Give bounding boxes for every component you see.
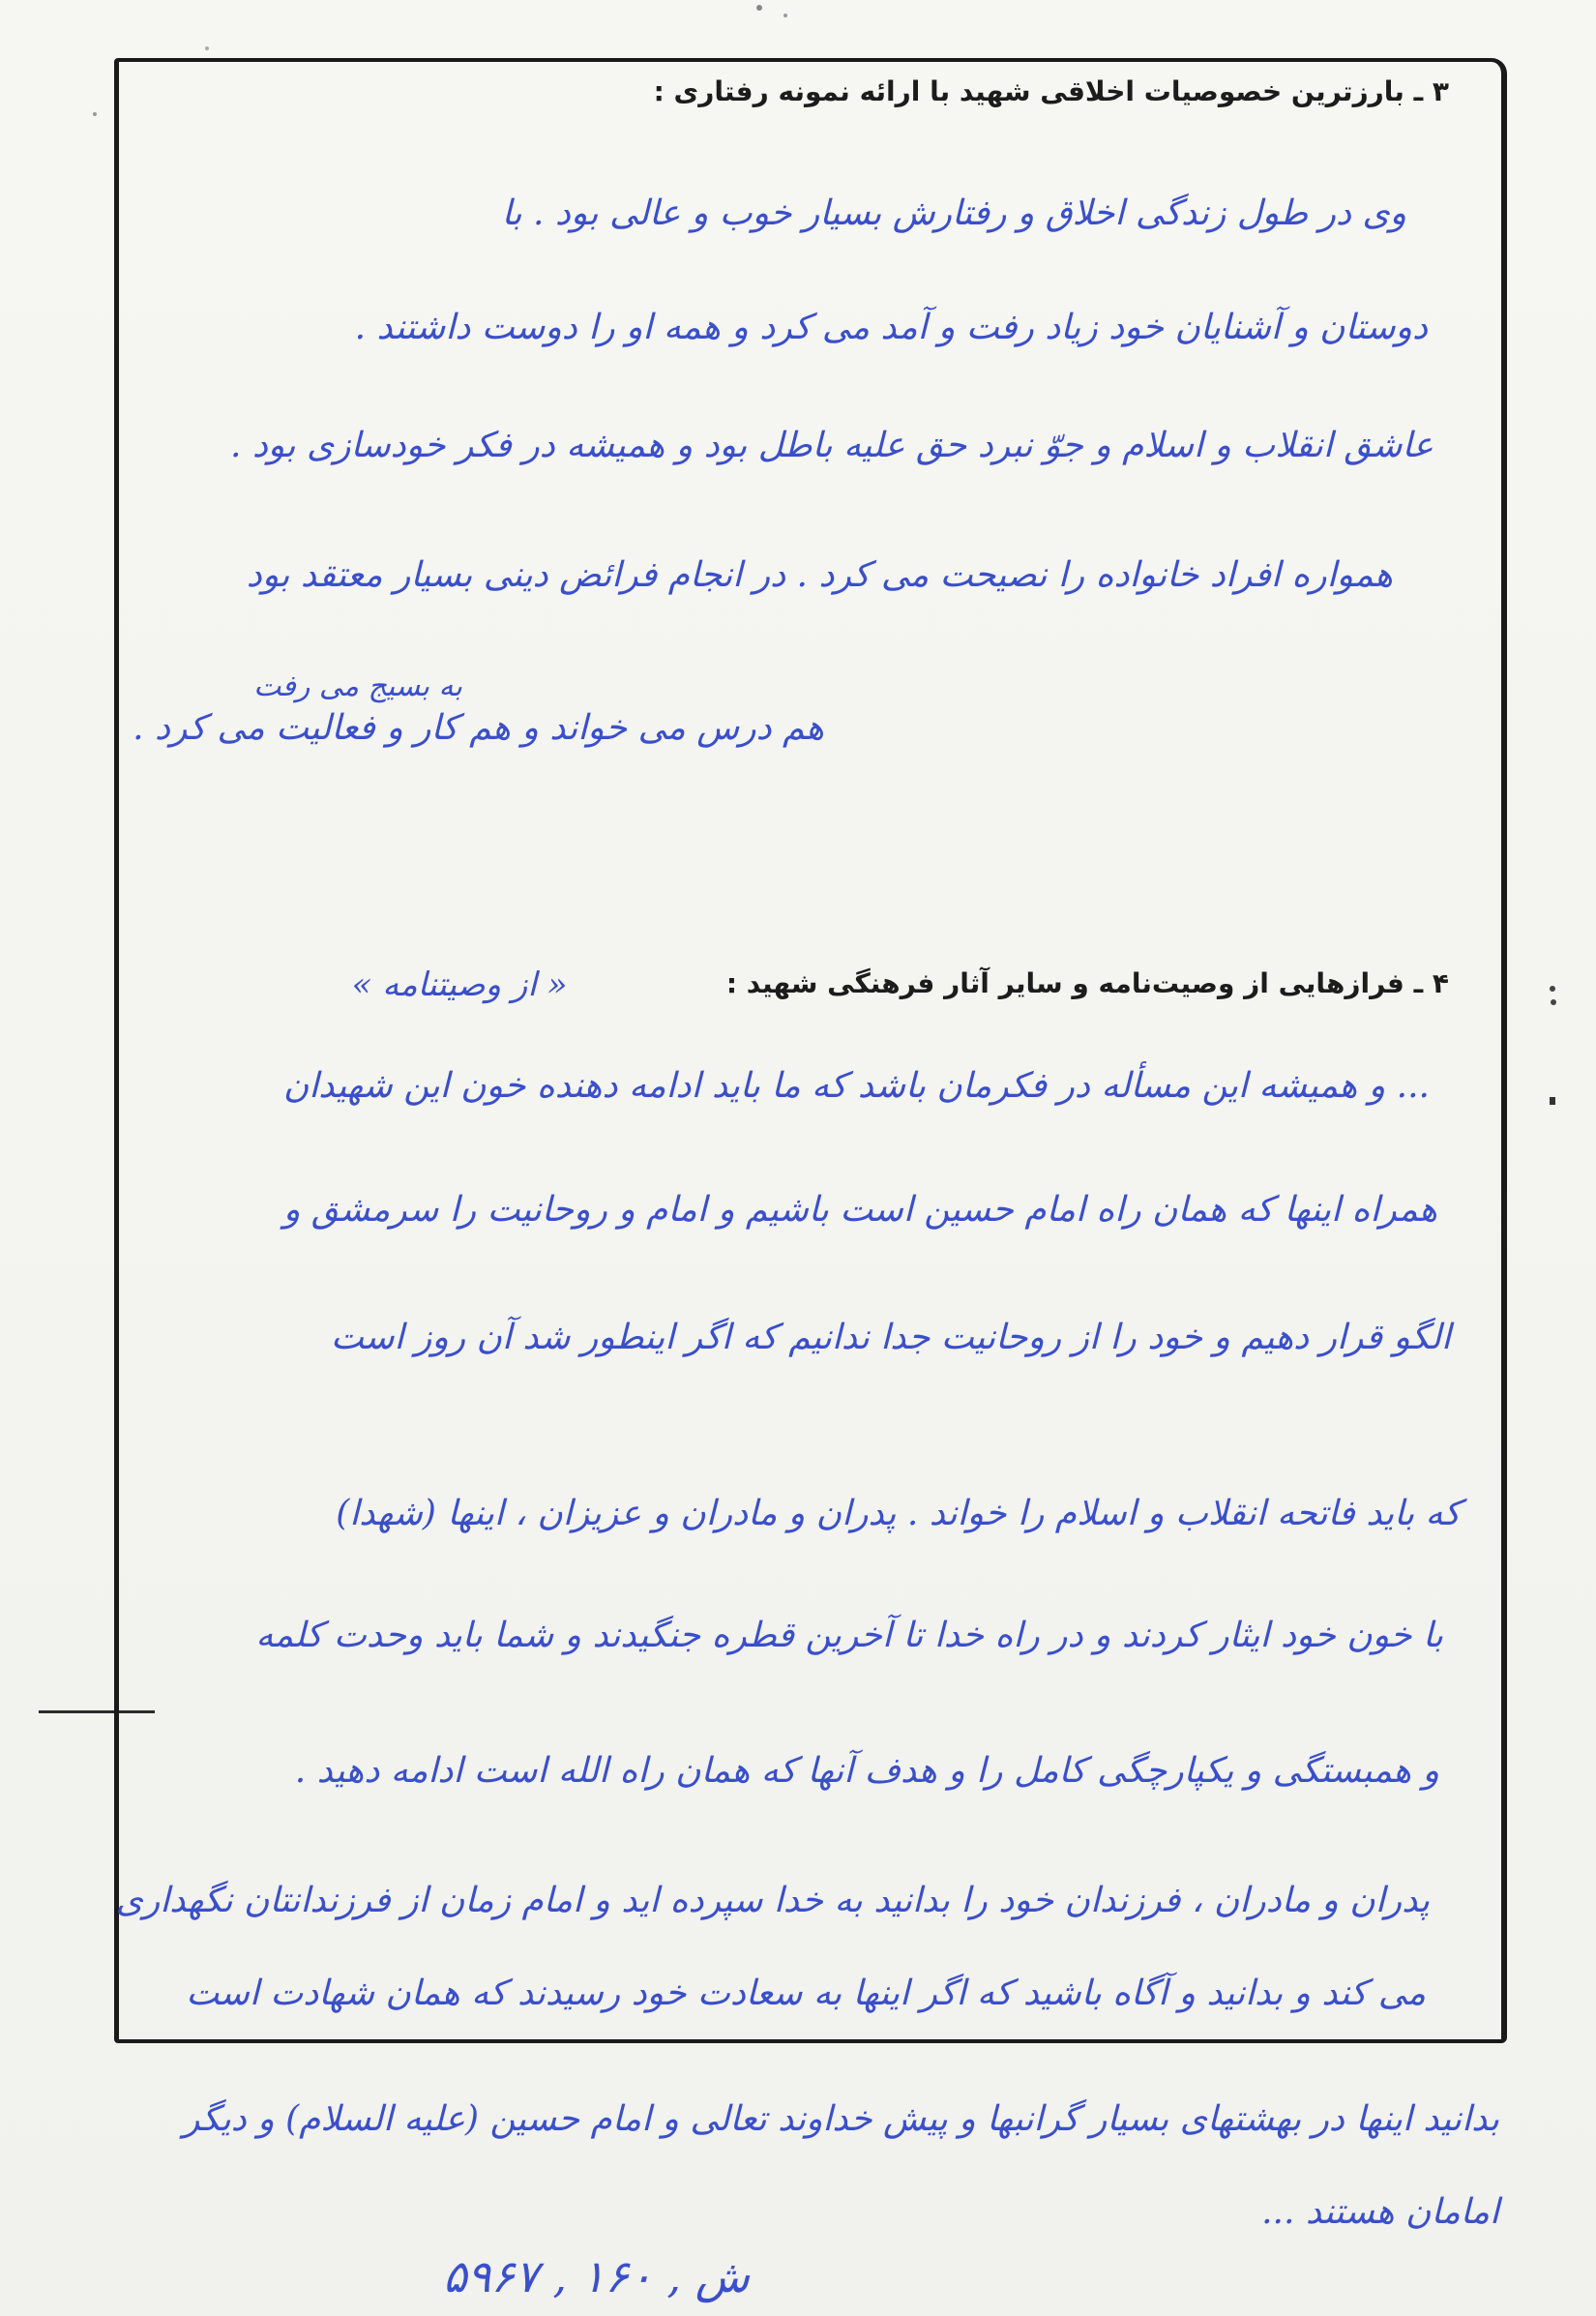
section-4-line-4: که باید فاتحه انقلاب و اسلام را خواند . پدران و مادران و عزیزان ، اینها (شهدا): [336, 1494, 1461, 1533]
section-4-line-7: پدران و مادران ، فرزندان خود را بدانید به خدا سپرده اید و امام زمان از فرزندانتان نگهداری: [115, 1881, 1430, 1920]
section-3-line-2: دوستان و آشنایان خود زیاد رفت و آمد می کرد و همه او را دوست داشتند .: [354, 308, 1428, 347]
section-4-line-3: الگو قرار دهیم و خود را از روحانیت جدا ندانیم که اگر اینطور شد آن روز است: [330, 1318, 1451, 1357]
section-4-line-5: با خون خود ایثار کردند و در راه خدا تا آخرین قطره جنگیدند و شما باید وحدت کلمه: [255, 1616, 1443, 1655]
section-4-line-1: ... و همیشه این مسأله در فکرمان باشد که ما باید ادامه دهنده خون این شهیدان: [282, 1066, 1430, 1106]
section-4-line-9: بدانید اینها در بهشتهای بسیار گرانبها و پیش خداوند تعالی و امام حسین (علیه السلام) و دیگر: [183, 2099, 1499, 2139]
section-4-line-2: همراه اینها که همان راه امام حسین است باشیم و امام و روحانیت را سرمشق و: [283, 1190, 1437, 1230]
archive-number: ش , ۱۶۰ , ۵۹۶۷: [443, 2250, 750, 2302]
section-4-line-10: امامان هستند ...: [1261, 2192, 1499, 2232]
section-3-line-1: وی در طول زندگی اخلاق و رفتارش بسیار خوب و عالی بود . با: [501, 193, 1406, 233]
section-4-heading: ۴ ـ فرازهایی از وصیت‌نامه و سایر آثار فرهنگی شهید :: [725, 967, 1449, 999]
section-4-line-6: و همبستگی و یکپارچگی کامل را و هدف آنها که همان راه الله است ادامه دهید .: [294, 1751, 1439, 1791]
section-4-source-tag: « از وصیتنامه »: [351, 965, 568, 1004]
section-3-line-3: عاشق انقلاب و اسلام و جوّ نبرد حق علیه باطل بود و همیشه در فکر خودسازی بود .: [229, 426, 1433, 465]
section-3-heading: ۳ ـ بارزترین خصوصیات اخلاقی شهید با ارائه نمونه رفتاری :: [653, 75, 1449, 107]
section-3-line-4: همواره افراد خانواده را نصیحت می کرد . در انجام فرائض دینی بسیار معتقد بود: [246, 555, 1393, 595]
section-3-line-5-insert: به بسیج می رفت: [253, 669, 462, 703]
form-border: [114, 58, 1507, 2043]
section-3-line-6: هم درس می خواند و هم کار و فعالیت می کرد .: [133, 708, 824, 748]
section-4-line-8: می کند و بدانید و آگاه باشید که اگر اینها به سعادت خود رسیدند که همان شهادت است: [186, 1974, 1426, 2013]
